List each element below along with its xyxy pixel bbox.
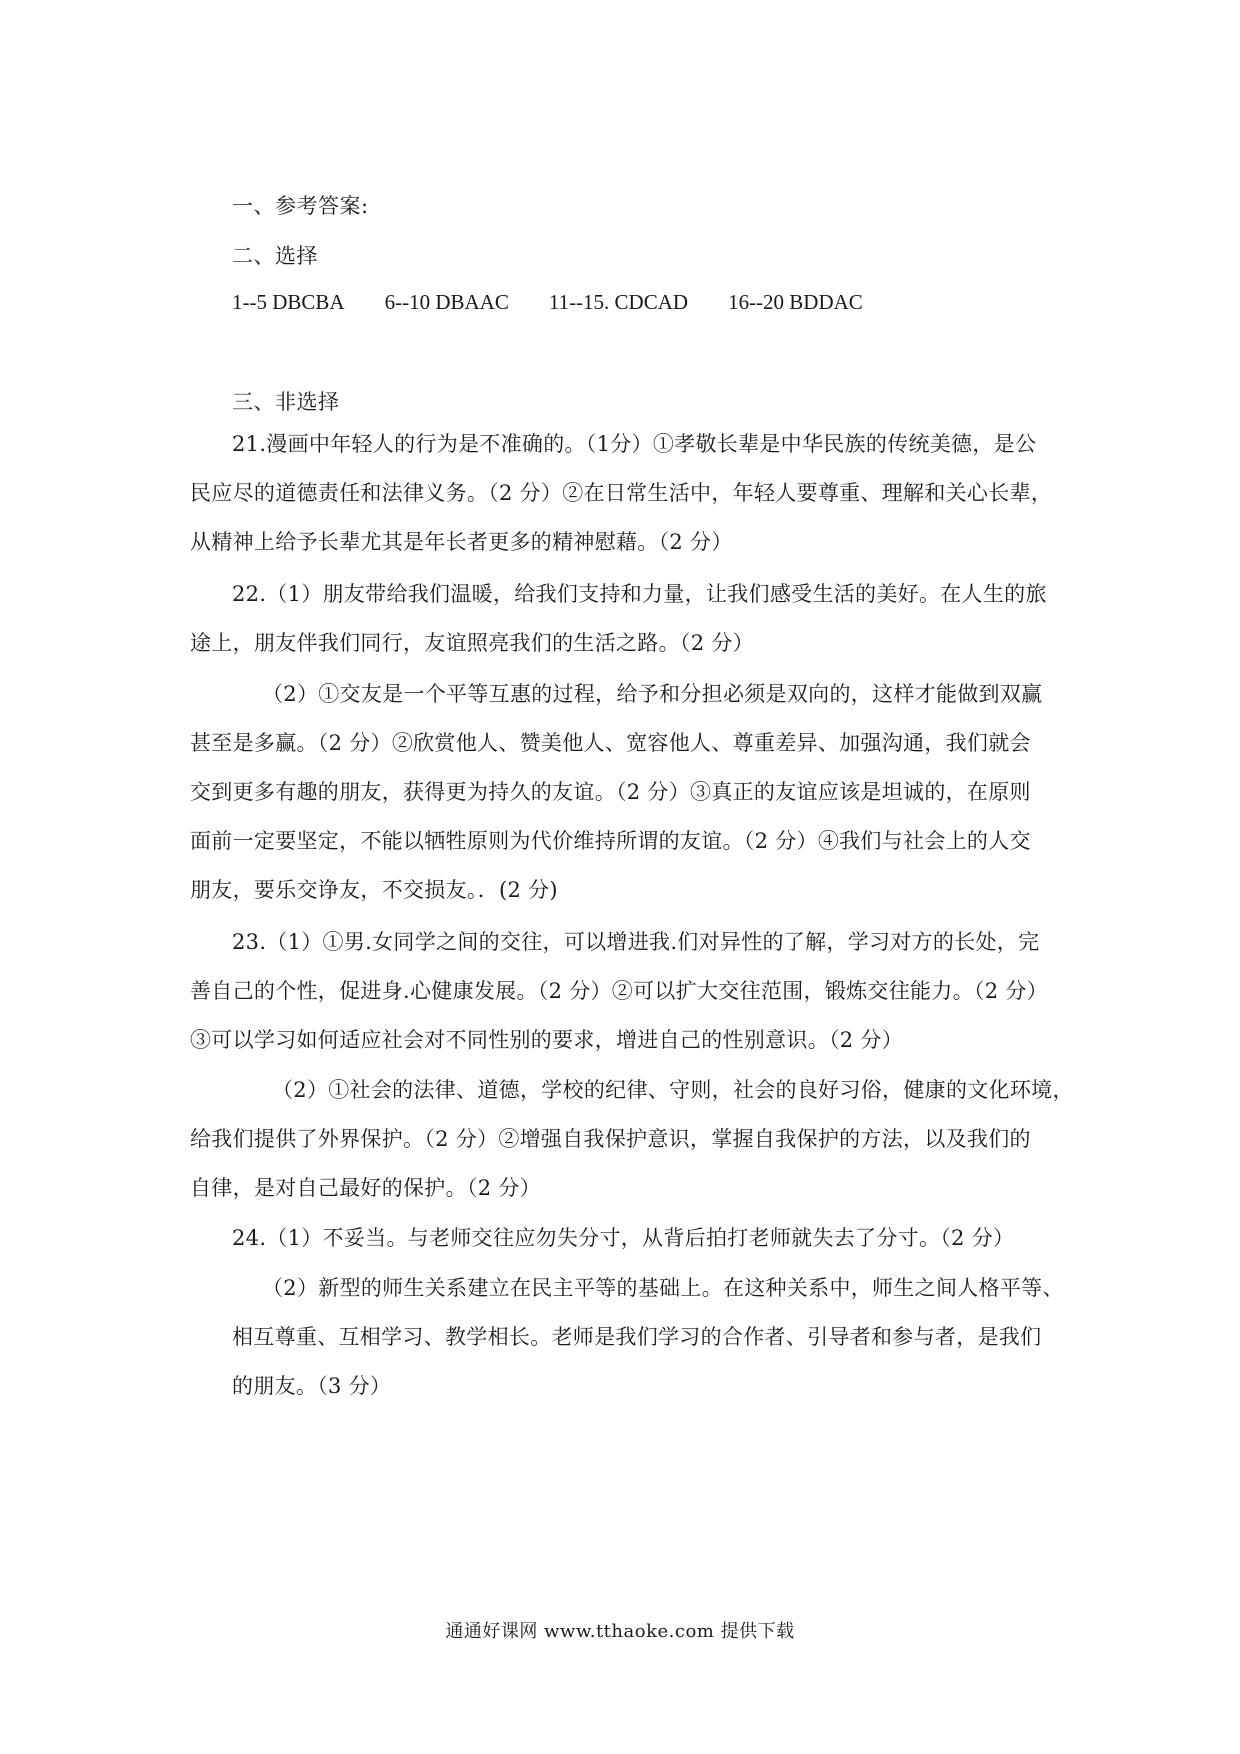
mcq-group-6-10: 6--10 DBAAC xyxy=(384,290,509,314)
heading-reference-answers: 一、参考答案: xyxy=(232,194,369,218)
q24-2-line: （2）新型的师生关系建立在民主平等的基础上。在这种关系中，师生之间人格平等、 xyxy=(262,1276,1064,1300)
q23-2-line: 自律，是对自己最好的保护。（2 分） xyxy=(190,1176,541,1200)
mcq-group-1-5: 1--5 DBCBA xyxy=(232,290,345,314)
answer-q22-part1 xyxy=(190,570,1060,668)
q24-1-line: 24.（1）不妥当。与老师交往应勿失分寸，从背后拍打老师就失去了分寸。（2 分） xyxy=(232,1226,1015,1250)
q22-2-line: 交到更多有趣的朋友，获得更为持久的友谊。（2 分）③真正的友谊应该是坦诚的，在原则 xyxy=(190,780,1031,804)
q22-2-line: 朋友，要乐交诤友，不交损友。．(2 分) xyxy=(190,878,558,902)
q21-line: 21.漫画中年轻人的行为是不准确的。（1分）①孝敬长辈是中华民族的传统美德，是公 xyxy=(232,432,1037,456)
q24-2-line: 相互尊重、互相学习、教学相长。老师是我们学习的合作者、引导者和参与者，是我们 xyxy=(232,1325,1042,1349)
footer-source: 通通好课网 www.tthaoke.com 提供下载 xyxy=(445,1621,795,1642)
heading-multiple-choice: 二、选择 xyxy=(232,244,318,268)
q23-1-line: 23.（1）①男.女同学之间的交往，可以增进我.们对异性的了解，学习对方的长处，完 xyxy=(232,930,1040,954)
heading-non-choice: 三、非选择 xyxy=(232,390,340,414)
q22-2-line: 甚至是多赢。（2 分）②欣赏他人、赞美他人、宽容他人、尊重差异、加强沟通，我们就会 xyxy=(190,731,1031,755)
q24-2-line: 的朋友。（3 分） xyxy=(232,1374,392,1398)
mcq-answers xyxy=(232,290,863,315)
q22-1-line: 途上，朋友伴我们同行，友谊照亮我们的生活之路。（2 分） xyxy=(190,631,754,655)
answer-q24-part2 xyxy=(190,1264,1064,1411)
q23-1-line: ③可以学习如何适应社会对不同性别的要求，增进自己的性别意识。（2 分） xyxy=(190,1028,904,1052)
answer-q22-part2 xyxy=(190,670,1060,915)
q22-2-line: 面前一定要坚定，不能以牺牲原则为代价维持所谓的友谊。（2 分）④我们与社会上的人交 xyxy=(190,829,1031,853)
mcq-group-11-15: 11--15. CDCAD xyxy=(548,290,689,314)
answer-q23-part1 xyxy=(190,918,1060,1065)
q21-line: 从精神上给予长辈尤其是年长者更多的精神慰藉。（2 分） xyxy=(190,530,733,554)
q23-1-line: 善自己的个性，促进身.心健康发展。（2 分）②可以扩大交往范围，锻炼交往能力。（2 分） xyxy=(190,979,1048,1003)
q22-2-line: （2）①交友是一个平等互惠的过程，给予和分担必须是双向的，这样才能做到双赢 xyxy=(262,682,1043,706)
answer-q21 xyxy=(190,420,1060,567)
mcq-group-16-20: 16--20 BDDAC xyxy=(728,290,863,314)
q21-line: 民应尽的道德责任和法律义务。（2 分）②在日常生活中，年轻人要尊重、理解和关心长辈， xyxy=(190,481,1053,505)
answer-q23-part2 xyxy=(190,1066,1074,1213)
answer-q24-part1 xyxy=(190,1214,1060,1263)
q22-1-line: 22.（1）朋友带给我们温暖，给我们支持和力量，让我们感受生活的美好。在人生的旅 xyxy=(232,582,1047,606)
q23-2-line: （2）①社会的法律、道德，学校的纪律、守则，社会的良好习俗，健康的文化环境， xyxy=(272,1078,1074,1102)
q23-2-line: 给我们提供了外界保护。（2 分）②增强自我保护意识，掌握自我保护的方法，以及我们的 xyxy=(190,1127,1031,1151)
